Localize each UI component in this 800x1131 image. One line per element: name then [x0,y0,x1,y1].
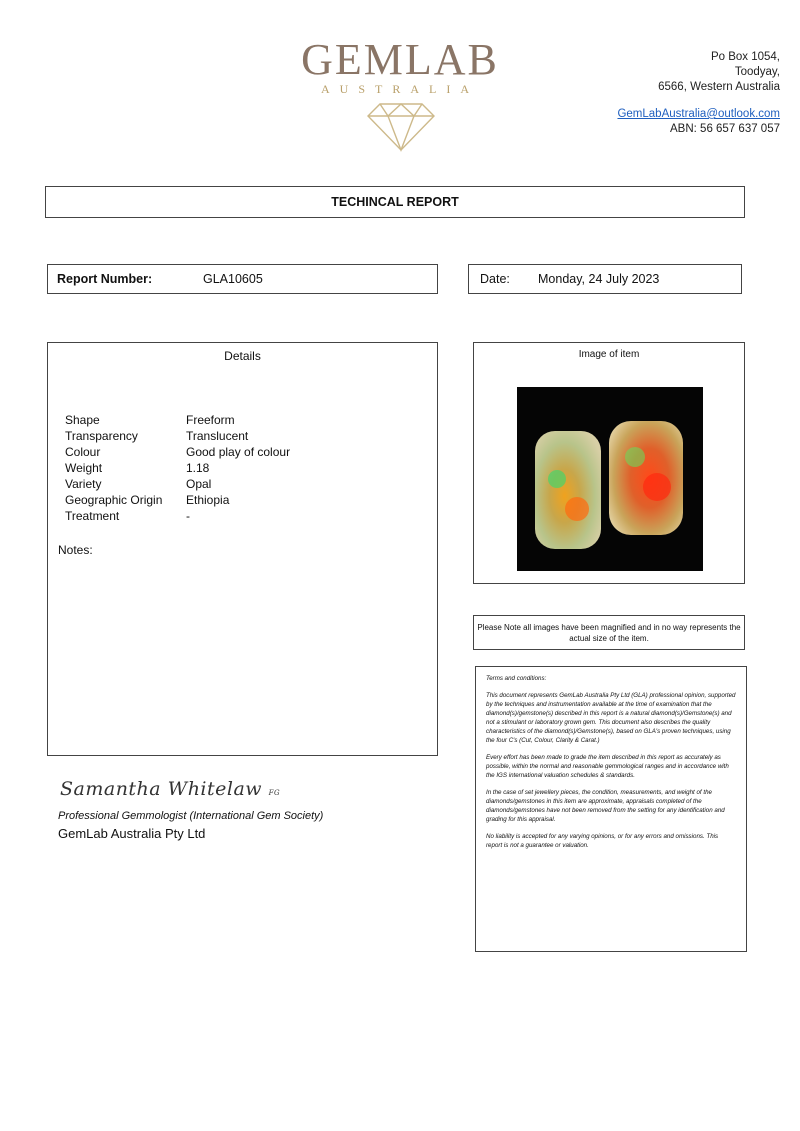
date-value: Monday, 24 July 2023 [538,272,660,286]
detail-value: Good play of colour [186,445,291,459]
detail-key: Transparency [65,429,138,443]
date-box [468,264,742,294]
detail-value: 1.18 [186,461,210,475]
report-number-label: Report Number: [57,272,153,286]
signer-role: Professional Gemmologist (International Gem Society) [58,810,324,822]
logo-wordmark: GEMLAB [301,35,499,84]
detail-key: Shape [65,413,100,427]
signature-suffix: FG [268,789,281,797]
email-link[interactable]: GemLabAustralia@outlook.com [617,108,780,120]
signature-name: Samantha Whitelaw [60,778,263,800]
detail-value: Translucent [186,429,249,443]
terms-paragraph: No liability is accepted for any varying opinions, or for any errors and omissions. This report is not a guarantee or valuation. [486,833,719,849]
image-panel [473,342,745,584]
diamond-icon [366,100,436,152]
terms-paragraph: This document represents GemLab Australia Pty Ltd (GLA) professional opinion, supported by the techniques and instrumentation available at the time of examination that the diamond(s)/gemstone(s) described in this report is a natural diamond(s)/Gemstone(s) and not a stimulant or laboratory grown gem. This document also describes the quality characteristics of the diamond(s)/Gemstone(s), based on GLA's proven techniques, using the four C's (Cut, Colour, Clarity & Carat.) [486,692,736,744]
detail-value: Ethiopia [186,493,230,507]
detail-key: Colour [65,445,101,459]
detail-key: Variety [65,477,102,491]
abn-number: ABN: 56 657 637 057 [670,123,780,135]
logo-subtitle: AUSTRALIA [321,82,479,96]
report-number-value: GLA10605 [203,272,263,286]
signature [60,778,280,800]
detail-row-shape [65,413,425,429]
date-label: Date: [480,272,510,286]
address-line: Po Box 1054, [710,51,780,63]
detail-value: Opal [186,477,212,491]
gemlab-logo [282,36,518,154]
terms-heading: Terms and conditions: [486,675,547,682]
detail-row-treatment [65,509,425,525]
detail-row-origin [65,493,425,509]
address-block [617,50,780,137]
notes-label: Notes: [58,543,93,557]
detail-value: - [186,509,190,523]
magnification-note: Please Note all images have been magnified and in no way represents the actual size of the item. [473,615,745,650]
detail-value: Freeform [186,413,235,427]
detail-row-weight [65,461,425,477]
address-line: Toodyay, [734,66,780,78]
detail-key: Treatment [65,509,120,523]
detail-key: Weight [65,461,103,475]
address-line: 6566, Western Australia [658,81,780,93]
report-number-box [47,264,438,294]
opal-photo [517,387,703,571]
terms-paragraph: Every effort has been made to grade the item described in this report as accurately as possible, within the normal and reasonable gemmological ranges and in accordance with the IGS international valuation schedules & standards. [486,754,729,779]
company-name: GemLab Australia Pty Ltd [58,826,206,841]
terms-panel [475,666,747,952]
detail-key: Geographic Origin [65,493,163,507]
terms-paragraph: In the case of set jewellery pieces, the condition, measurements, and weight of the diamonds/gemstones in this item are approximate, appraisals completed of the diamonds/gemstones have not been removed from the setting for any identification and grading for this appraisal. [486,789,725,823]
detail-row-transparency [65,429,425,445]
details-panel [47,342,438,756]
image-heading: Image of item [578,349,640,360]
details-heading: Details [224,349,261,363]
detail-row-colour [65,445,425,461]
detail-row-variety [65,477,425,493]
report-title: TECHINCAL REPORT [45,186,745,218]
